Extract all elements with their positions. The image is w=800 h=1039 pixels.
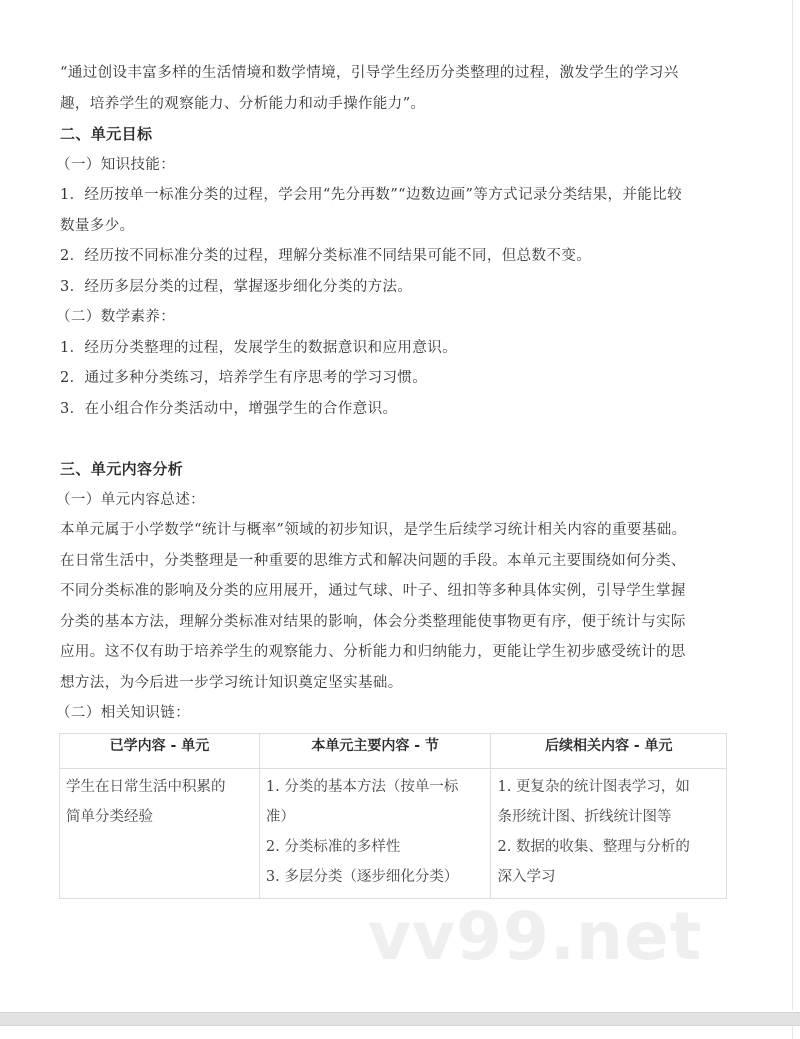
next-page-edge: [0, 1026, 793, 1039]
subheading-math-literacy: （二）数学素养：: [56, 309, 176, 325]
table-cell-followup: [491, 768, 727, 898]
intro-line: 趣，培养学生的观察能力、分析能力和动手操作能力”。: [60, 95, 426, 112]
cell-line: 条形统计图、折线统计图等: [497, 808, 672, 825]
knowledge-chain-table: [59, 733, 727, 899]
table-row: [60, 768, 727, 898]
page-content: [56, 58, 740, 899]
watermark: vv99.net: [368, 898, 703, 975]
list-item: 3．经历多层分类的过程，掌握逐步细化分类的方法。: [60, 278, 413, 295]
section-heading-unit-goals: 二、单元目标: [60, 125, 153, 143]
page-separator: [0, 1012, 800, 1026]
column-header-followup: 后续相关内容 - 单元: [491, 733, 727, 768]
cell-line: 深入学习: [497, 868, 556, 885]
paragraph-line: 在日常生活中，分类整理是一种重要的思维方式和解决问题的手段。本单元主要围绕如何分类、: [60, 552, 686, 569]
paragraph-line: 不同分类标准的影响及分类的应用展开，通过气球、叶子、纽扣等多种具体实例，引导学生掌握: [60, 583, 686, 599]
cell-line: 3. 多层分类（逐步细化分类）: [265, 868, 459, 885]
list-item: 2．经历按不同标准分类的过程，理解分类标准不同结果可能不同，但总数不变。: [60, 248, 592, 264]
intro-line: “通过创设丰富多样的生活情境和数学情境，引导学生经历分类整理的过程，激发学生的学习兴: [60, 65, 679, 81]
paragraph-line: 分类的基本方法，理解分类标准对结果的影响，体会分类整理能使事物更有序，便于统计与实际: [60, 613, 686, 630]
table-header-row: [60, 733, 727, 768]
paragraph-line: 想方法，为今后进一步学习统计知识奠定坚实基础。: [60, 674, 403, 691]
subheading-knowledge-skills: （一）知识技能：: [56, 156, 176, 173]
list-item: 1．经历分类整理的过程，发展学生的数据意识和应用意识。: [60, 339, 458, 356]
cell-line: 1. 分类的基本方法（按单一标: [265, 778, 459, 795]
cell-line: 准）: [265, 808, 295, 825]
cell-line: 2. 数据的收集、整理与分析的: [497, 838, 690, 855]
cell-line: 学生在日常生活中积累的: [66, 778, 226, 795]
table-cell-learned: [60, 768, 260, 898]
list-item: 2．通过多种分类练习，培养学生有序思考的学习习惯。: [60, 370, 428, 386]
cell-line: 简单分类经验: [66, 808, 153, 825]
paragraph-line: 应用。这不仅有助于培养学生的观察能力、分析能力和归纳能力，更能让学生初步感受统计的思: [60, 644, 686, 660]
subheading-knowledge-chain: （二）相关知识链：: [56, 705, 191, 721]
spacer: [60, 424, 740, 454]
list-item: 3．在小组合作分类活动中，增强学生的合作意识。: [60, 400, 398, 417]
column-header-learned: 已学内容 - 单元: [60, 733, 260, 768]
list-item: 数量多少。: [60, 217, 135, 234]
column-header-current: 本单元主要内容 - 节: [259, 733, 491, 768]
list-item: 1．经历按单一标准分类的过程，学会用“先分再数”“边数边画”等方式记录分类结果，并能比较: [60, 187, 682, 203]
paragraph-line: 本单元属于小学数学“统计与概率”领域的初步知识，是学生后续学习统计相关内容的重要基础。: [60, 522, 687, 538]
section-heading-content-analysis: 三、单元内容分析: [60, 460, 184, 478]
subheading-overview: （一）单元内容总述：: [56, 491, 205, 508]
cell-line: 2. 分类标准的多样性: [265, 838, 401, 855]
cell-line: 1. 更复杂的统计图表学习，如: [497, 778, 690, 795]
table-cell-current: [259, 768, 491, 898]
